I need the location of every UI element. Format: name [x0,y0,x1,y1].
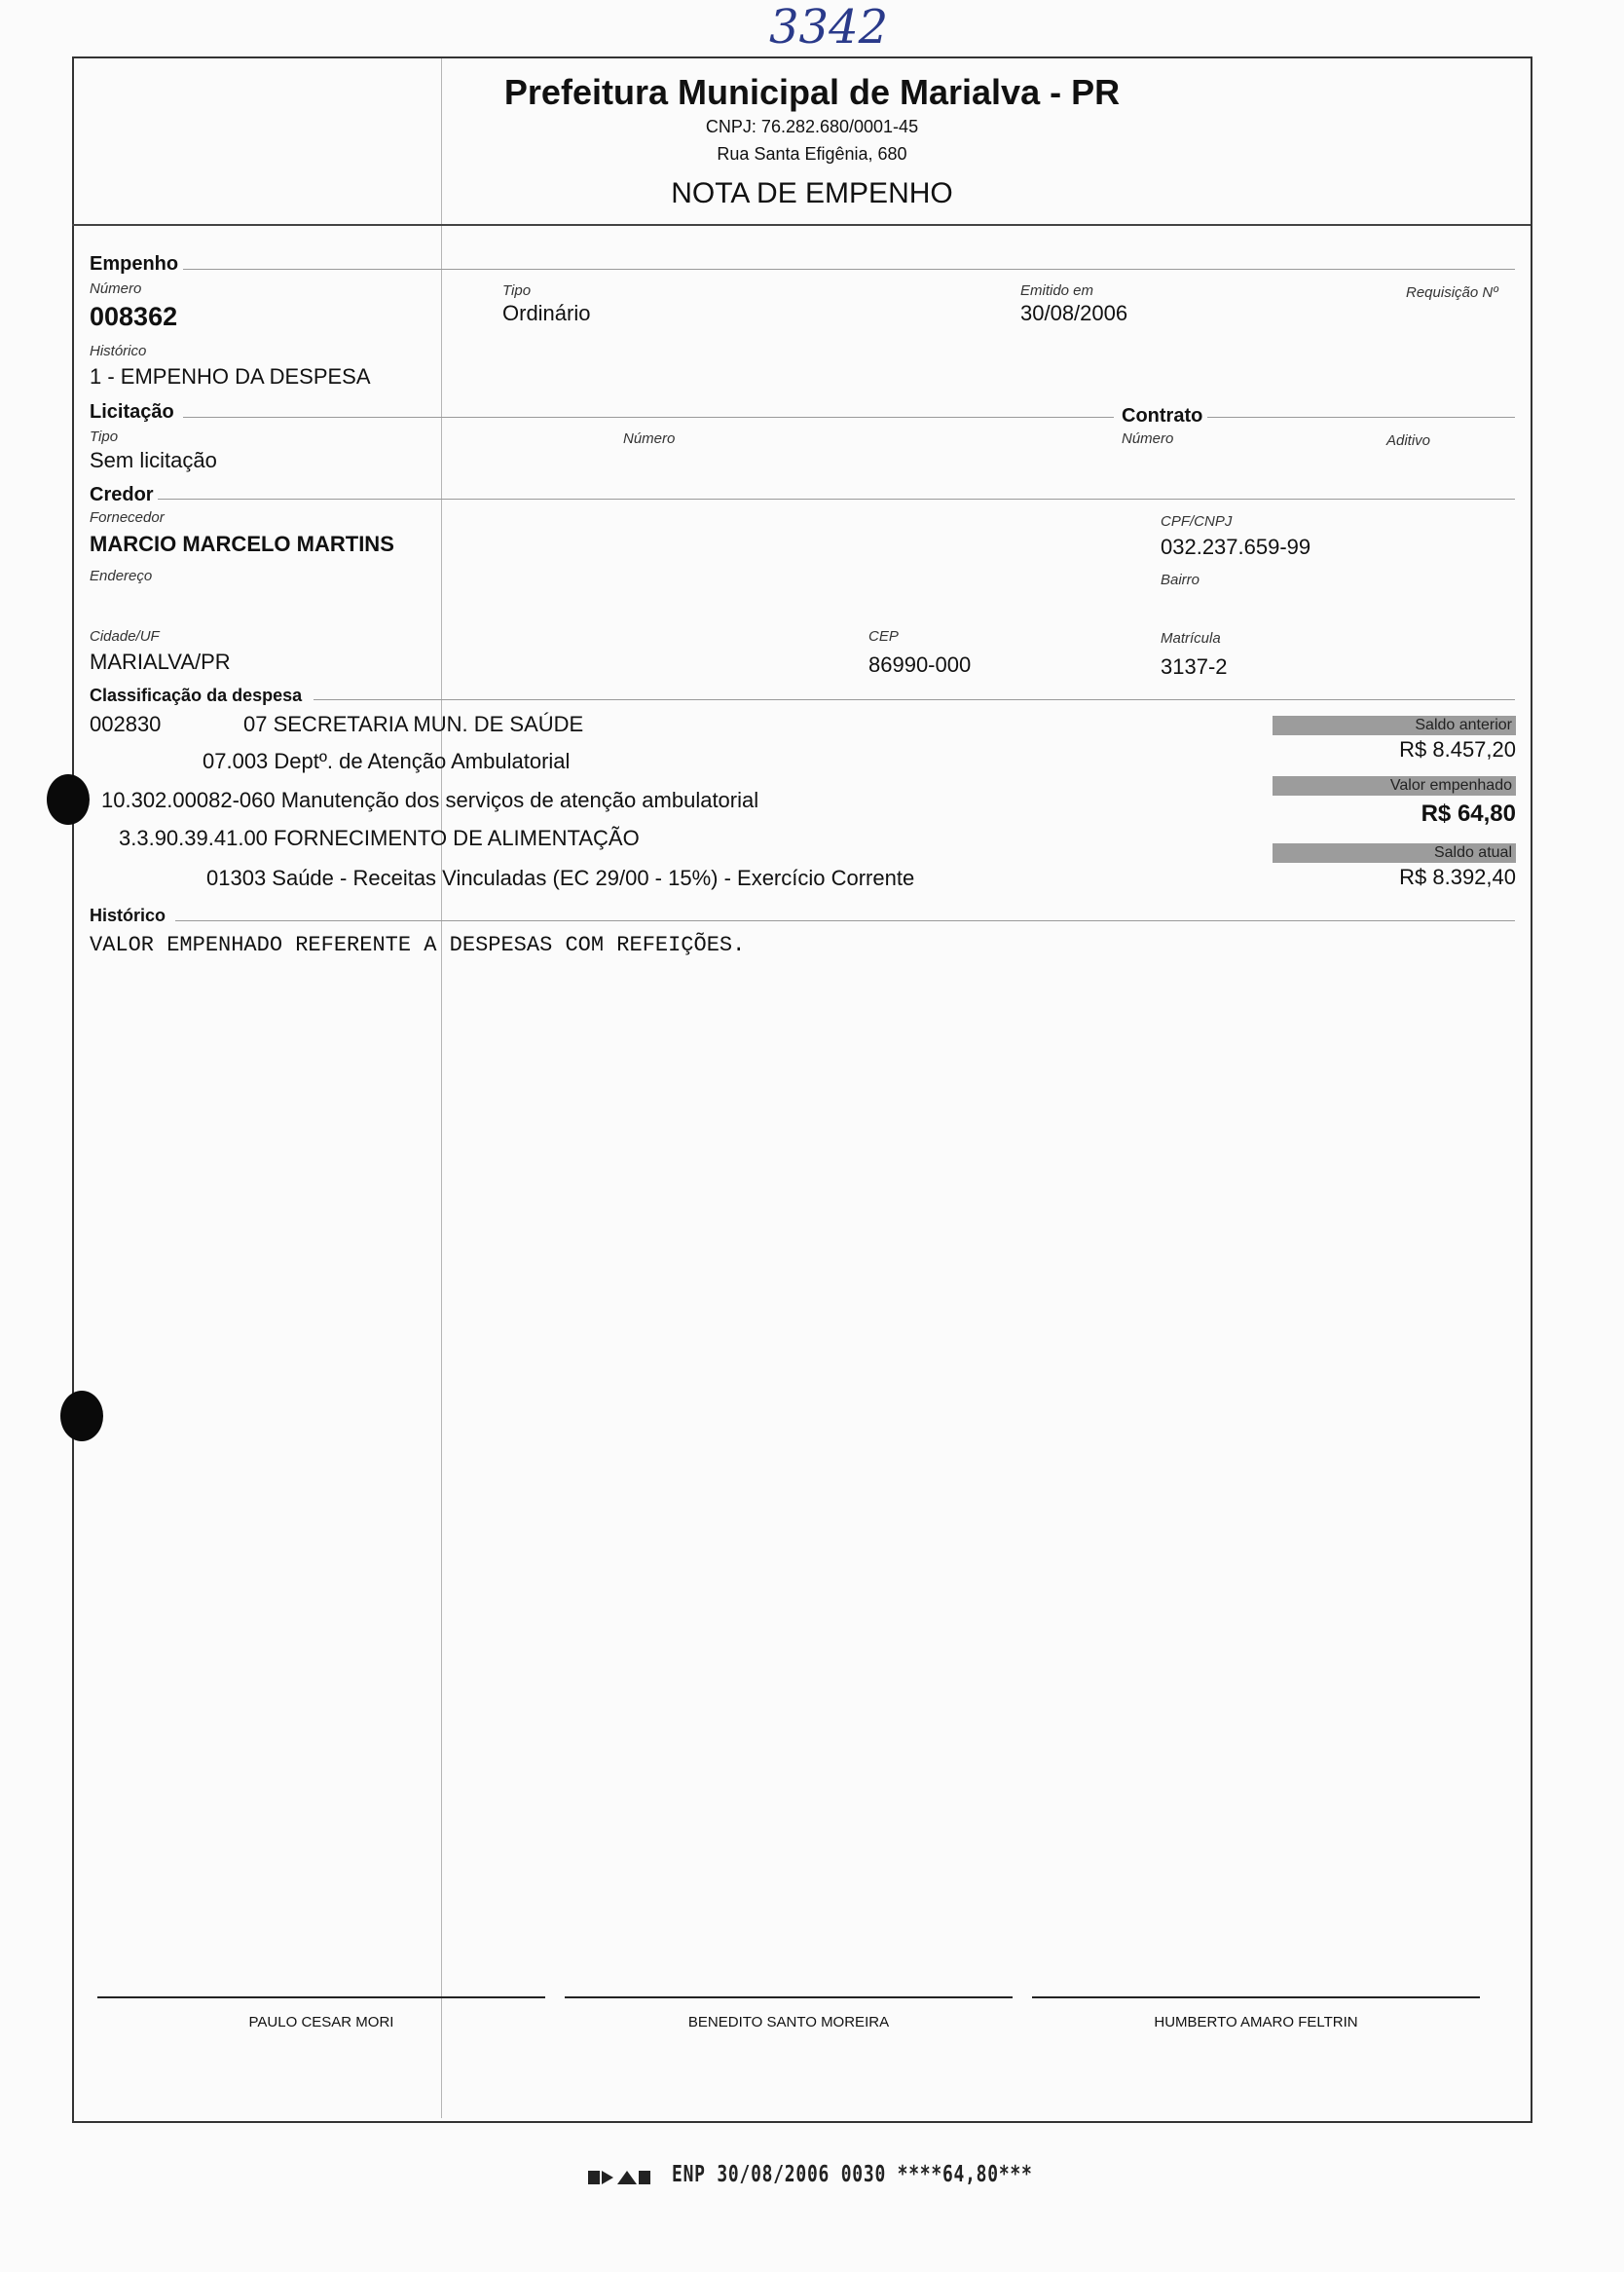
divider [183,417,1114,418]
contrato-numero-label: Número [1122,430,1174,447]
saldo-anterior-label: Saldo anterior [1273,716,1516,735]
divider [175,920,1515,921]
cpf-label: CPF/CNPJ [1161,513,1233,530]
fornecedor-name: MARCIO MARCELO MARTINS [90,532,394,556]
orgao: 07 SECRETARIA MUN. DE SAÚDE [243,712,584,736]
signature-line [565,1996,1013,1998]
empenho-historico: 1 - EMPENHO DA DESPESA [90,364,371,389]
valor-empenhado-label: Valor empenhado [1273,776,1516,796]
divider [158,499,1515,500]
tipo-label: Tipo [502,282,532,299]
cidade-value: MARIALVA/PR [90,650,231,674]
signature-name-1: PAULO CESAR MORI [248,2014,394,2030]
bairro-label: Bairro [1161,572,1200,588]
emitido-date: 30/08/2006 [1020,301,1128,325]
signature-name-2: BENEDITO SANTO MOREIRA [687,2014,890,2030]
page-title: Prefeitura Municipal de Marialva - PR [503,72,1121,112]
valor-empenhado-value: R$ 64,80 [1421,801,1516,827]
document-title: NOTA DE EMPENHO [671,177,953,209]
signature-name-3: HUMBERTO AMARO FELTRIN [1154,2014,1358,2030]
footer-stamp: ENP 30/08/2006 0030 ****64,80*** [672,2162,1033,2187]
signature-line [1032,1996,1480,1998]
fonte-recurso: 01303 Saúde - Receitas Vinculadas (EC 29/00 - 15%) - Exercício Corrente [206,866,915,890]
header-divider [72,224,1531,226]
scan-fold-line [441,58,442,2118]
historico-label: Histórico [90,343,147,359]
cep-value: 86990-000 [868,652,972,677]
section-empenho: Empenho [90,253,179,275]
classificacao-code: 002830 [90,712,162,736]
emitido-label: Emitido em [1020,282,1094,299]
punch-hole [47,774,90,825]
saldo-anterior-value: R$ 8.457,20 [1399,737,1516,762]
signature-line [97,1996,545,1998]
handwritten-number: 3342 [769,0,889,55]
aditivo-label: Aditivo [1386,432,1431,449]
endereco-label: Endereço [90,568,153,584]
matricula-label: Matrícula [1161,630,1221,647]
licitacao-tipo-label: Tipo [90,428,119,445]
section-contrato: Contrato [1122,405,1203,427]
punch-hole [60,1391,103,1441]
requisicao-label: Requisição Nº [1406,284,1498,301]
section-credor: Credor [90,484,154,505]
unidade: 07.003 Deptº. de Atenção Ambulatorial [203,749,571,773]
divider [314,699,1515,700]
licitacao-numero-label: Número [623,430,676,447]
elemento-despesa: 3.3.90.39.41.00 FORNECIMENTO DE ALIMENTAÇÃO [119,826,640,850]
divider [1207,417,1515,418]
cidade-label: Cidade/UF [90,628,160,645]
empenho-number: 008362 [90,302,178,331]
historico-text: VALOR EMPENHADO REFERENTE A DESPESAS COM REFEIÇÕES. [90,933,746,957]
cpf-value: 032.237.659-99 [1161,535,1311,559]
numero-label: Número [90,280,142,297]
licitacao-tipo: Sem licitação [90,448,217,472]
divider [183,269,1515,270]
empenho-tipo: Ordinário [502,301,591,325]
stamp-logo-icon [588,2166,652,2189]
matricula-value: 3137-2 [1161,654,1228,679]
address: Rua Santa Efigênia, 680 [717,144,907,164]
funcional-programatica: 10.302.00082-060 Manutenção dos serviços de atenção ambulatorial [101,788,759,812]
section-licitacao: Licitação [90,401,174,423]
cnpj: CNPJ: 76.282.680/0001-45 [705,117,919,136]
section-historico: Histórico [90,906,166,925]
fornecedor-label: Fornecedor [90,509,165,526]
saldo-atual-value: R$ 8.392,40 [1399,865,1516,889]
cep-label: CEP [868,628,899,645]
saldo-atual-label: Saldo atual [1273,843,1516,863]
section-classificacao: Classificação da despesa [90,686,303,705]
